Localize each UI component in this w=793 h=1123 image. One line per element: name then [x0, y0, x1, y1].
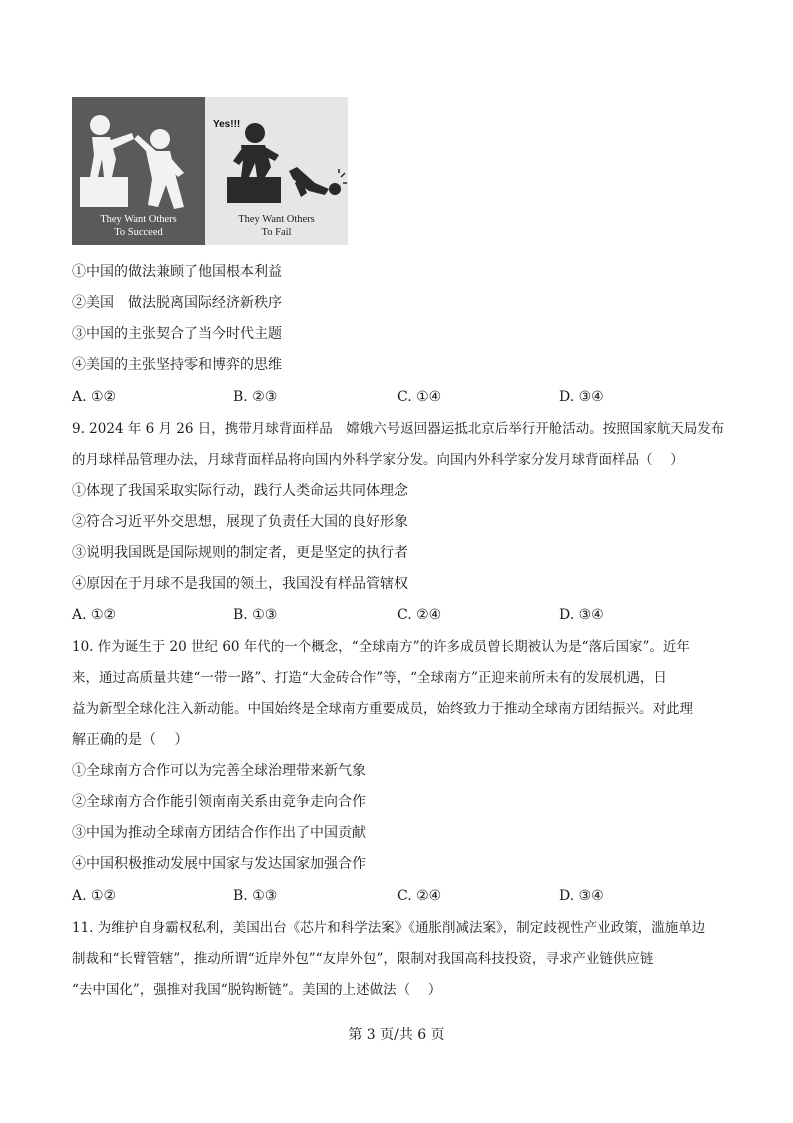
right-caption	[205, 213, 348, 239]
q10-stem-line-2: 来，通过高质量共建“一带一路”、打造“大金砖合作”等，“全球南方”正迎来前所未有的发展机遇，日	[72, 670, 667, 686]
q10-stem-line-3: 益为新型全球化注入新动能。中国始终是全球南方重要成员，始终致力于推动全球南方团结振兴。对此理	[72, 701, 693, 717]
q9-item-3: ③说明我国既是国际规则的制定者，更是坚定的执行者	[72, 545, 408, 561]
left-caption-line2: To Succeed	[114, 227, 163, 238]
q9-item-1: ①体现了我国采取实际行动，践行人类命运共同体理念	[72, 483, 408, 499]
q8-item-2: ②美国 做法脱离国际经济新秩序	[72, 295, 282, 311]
q8-option-b[interactable]: B. ②③	[233, 389, 278, 405]
q8-option-d[interactable]: D. ③④	[559, 389, 604, 405]
q9-stem-line-1: 9. 2024 年 6 月 26 日，携带月球背面样品 嫦娥六号返回器运抵北京后举行开舱活动。按照国家航天局发布	[72, 421, 725, 437]
page-number: 第 3 页/共 6 页	[348, 1027, 445, 1043]
q10-option-a[interactable]: A. ①②	[72, 888, 117, 904]
q10-stem-line-1: 10. 作为诞生于 20 世纪 60 年代的一个概念，“全球南方”的许多成员曾长期被认为是“落后国家”。近年	[72, 639, 690, 655]
exclamation-text: Yes!!!	[213, 119, 241, 130]
q9-item-4: ④原因在于月球不是我国的领土，我国没有样品管辖权	[72, 576, 408, 592]
q8-item-3: ③中国的主张契合了当今时代主题	[72, 326, 282, 342]
right-caption-line2: To Fail	[261, 227, 292, 238]
panel-fail	[205, 97, 348, 245]
panel-succeed	[72, 97, 205, 245]
q9-option-d[interactable]: D. ③④	[559, 607, 604, 623]
q11-stem-line-2: 制裁和“长臂管辖”，推动所谓“近岸外包”“友岸外包”，限制对我国高科技投资，寻求产业链供应链	[72, 951, 654, 967]
q8-option-a[interactable]: A. ①②	[72, 389, 117, 405]
q8-item-1: ①中国的做法兼顾了他国根本利益	[72, 264, 282, 280]
right-caption-line1: They Want Others	[238, 214, 315, 225]
q9-option-b[interactable]: B. ①③	[233, 607, 278, 623]
left-caption-line1: They Want Others	[100, 214, 177, 225]
q9-item-2: ②符合习近平外交思想，展现了负责任大国的良好形象	[72, 514, 408, 530]
q9-option-a[interactable]: A. ①②	[72, 607, 117, 623]
q8-option-c[interactable]: C. ①④	[397, 389, 442, 405]
q10-item-1: ①全球南方合作可以为完善全球治理带来新气象	[72, 763, 366, 779]
q10-option-d[interactable]: D. ③④	[559, 888, 604, 904]
q10-stem-line-4: 解正确的是（ ）	[72, 732, 189, 748]
q10-option-c[interactable]: C. ②④	[397, 888, 442, 904]
q10-item-3: ③中国为推动全球南方团结合作作出了中国贡献	[72, 825, 366, 841]
q10-item-4: ④中国积极推动发展中国家与发达国家加强合作	[72, 856, 366, 872]
left-caption	[72, 213, 205, 239]
q9-option-c[interactable]: C. ②④	[397, 607, 442, 623]
q9-stem-line-2: 的月球样品管理办法，月球背面样品将向国内外科学家分发。向国内外科学家分发月球背面样品（ ）	[72, 452, 684, 468]
q10-option-b[interactable]: B. ①③	[233, 888, 278, 904]
q11-stem-line-1: 11. 为维护自身霸权私利，美国出台《芯片和科学法案》《通胀削减法案》，制定歧视性产业政策，滥施单边	[72, 920, 706, 936]
q8-item-4: ④美国的主张坚持零和博弈的思维	[72, 357, 282, 373]
comparison-illustration	[72, 97, 348, 245]
q10-item-2: ②全球南方合作能引领南南关系由竞争走向合作	[72, 794, 366, 810]
q11-stem-line-3: “去中国化”，强推对我国“脱钩断链”。美国的上述做法（ ）	[72, 982, 442, 998]
